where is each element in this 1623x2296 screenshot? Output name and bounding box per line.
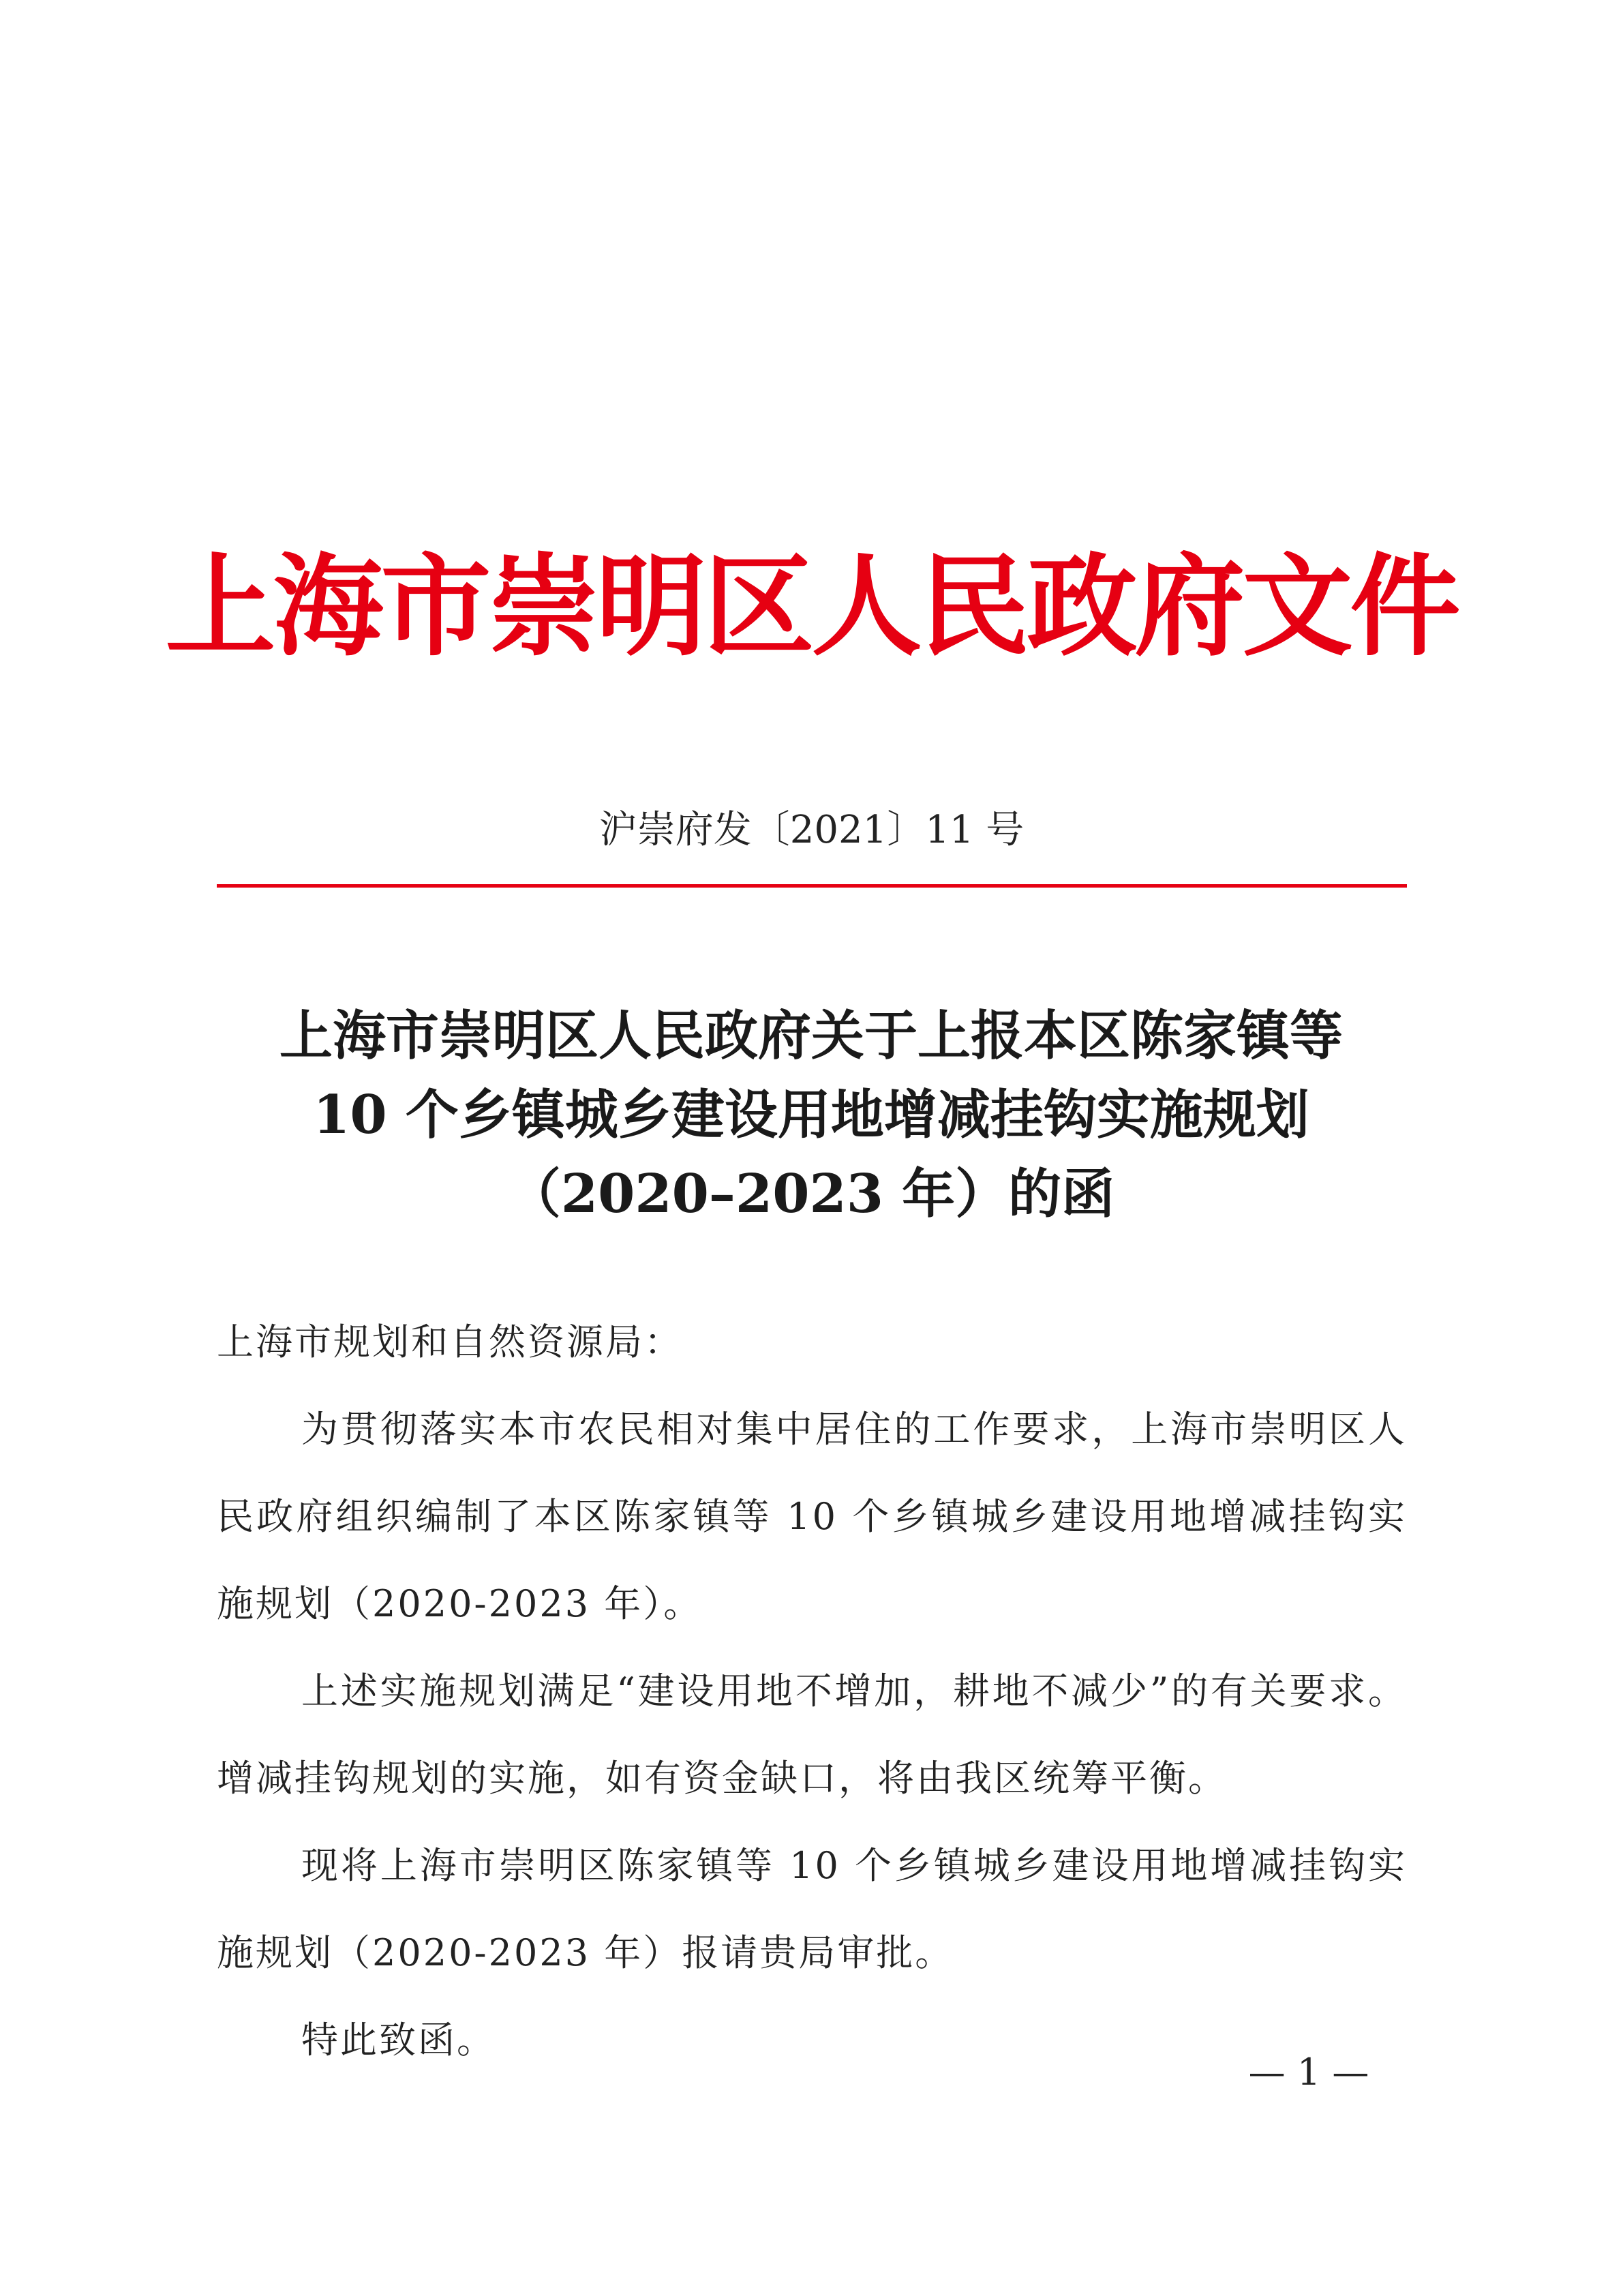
document-title-line-2: 10 个乡镇城乡建设用地增减挂钩实施规划 bbox=[313, 1084, 1309, 1146]
issuer-title: 上海市崇明区人民政府文件 bbox=[165, 542, 1458, 671]
paragraph-requirements: 上述实施规划满足“建设用地不增加，耕地不减少”的有关要求。增减挂钩规划的实施，如有资金缺口，将由我区统筹平衡。 bbox=[217, 1670, 1407, 1800]
paragraph-purpose: 为贯彻落实本市农民相对集中居住的工作要求，上海市崇明区人民政府组织编制了本区陈家镇等 10 个乡镇城乡建设用地增减挂钩实施规划（2020-2023 年）。 bbox=[217, 1408, 1407, 1625]
document-title-line-1: 上海市崇明区人民政府关于上报本区陈家镇等 bbox=[279, 1005, 1343, 1067]
letter-body bbox=[217, 1299, 1407, 2084]
salutation: 上海市规划和自然资源局： bbox=[217, 1320, 683, 1363]
red-divider-line bbox=[217, 884, 1407, 888]
page-number: — 1 — bbox=[1248, 2051, 1369, 2094]
document-title bbox=[164, 997, 1459, 1234]
paragraph-request: 现将上海市崇明区陈家镇等 10 个乡镇城乡建设用地增减挂钩实施规划（2020-2023 年）报请贵局审批。 bbox=[217, 1844, 1407, 1974]
document-number: 沪崇府发〔2021〕11 号 bbox=[598, 808, 1025, 852]
document-title-line-3: （2020–2023 年）的函 bbox=[507, 1163, 1115, 1225]
paragraph-closing: 特此致函。 bbox=[301, 2019, 496, 2061]
